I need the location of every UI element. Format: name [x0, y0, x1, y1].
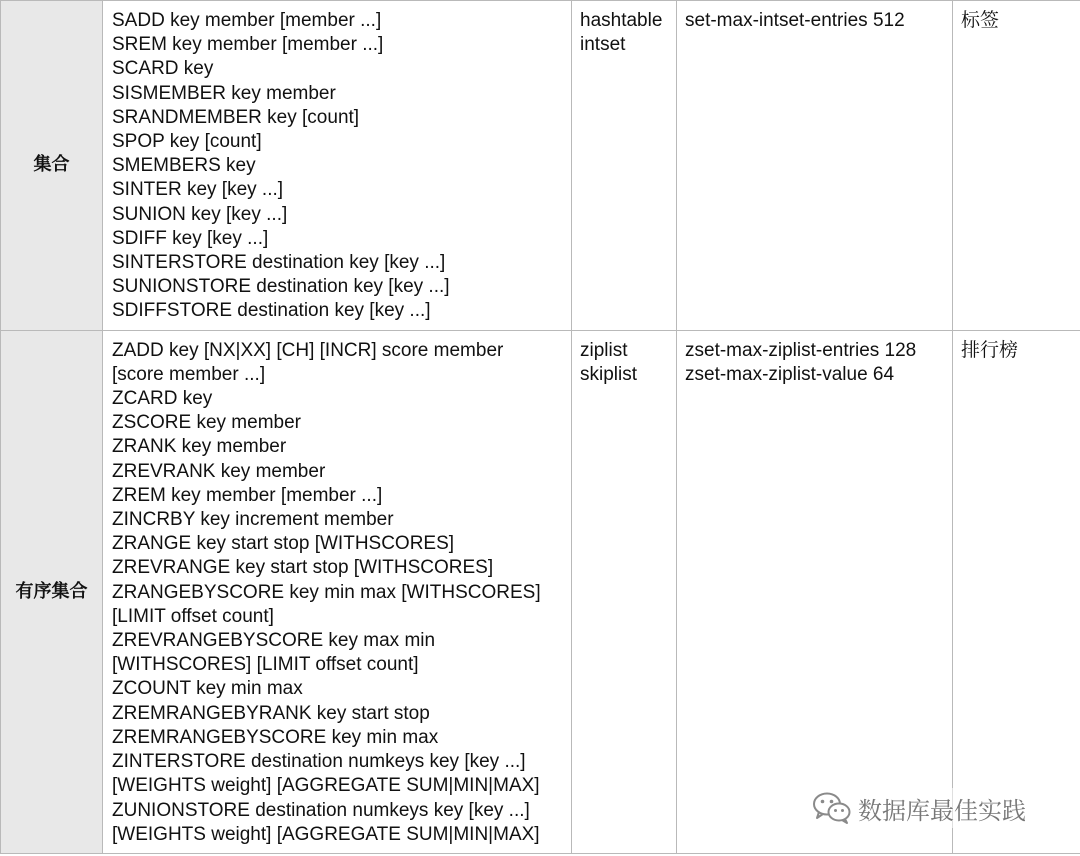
config-line: zset-max-ziplist-value 64 — [685, 363, 895, 385]
watermark — [808, 788, 1030, 828]
config-line: zset-max-ziplist-entries 128 — [685, 339, 917, 361]
command-line: ZSCORE key member — [112, 412, 301, 434]
command-line: [LIMIT offset count] — [112, 605, 274, 627]
command-line: ZREM key member [member ...] — [112, 484, 383, 506]
command-line: ZREVRANGEBYSCORE key max min — [112, 630, 436, 652]
encoding-cell — [572, 1, 677, 331]
command-line: [score member ...] — [112, 363, 266, 385]
type-cell — [1, 330, 103, 853]
command-line: SADD key member [member ...] — [112, 10, 382, 31]
commands-cell — [103, 1, 572, 331]
command-line: [WEIGHTS weight] [AGGREGATE SUM|MIN|MAX] — [112, 823, 540, 845]
command-line: SINTERSTORE destination key [key ...] — [112, 252, 446, 274]
table-row — [1, 1, 1080, 331]
config-cell — [677, 330, 953, 853]
command-line: ZRANGE key start stop [WITHSCORES] — [112, 533, 455, 555]
command-line: SCARD key — [112, 58, 214, 80]
encoding-line: intset — [580, 34, 626, 56]
command-line: SUNION key [key ...] — [112, 203, 288, 225]
encoding-line: hashtable — [580, 10, 663, 31]
command-line: ZRANGEBYSCORE key min max [WITHSCORES] — [112, 581, 541, 603]
command-line: SDIFFSTORE destination key [key ...] — [112, 300, 431, 322]
usage-cell — [953, 1, 1080, 331]
command-line: SDIFF key [key ...] — [112, 227, 269, 249]
command-line: ZREVRANGE key start stop [WITHSCORES] — [112, 557, 494, 579]
command-line: SINTER key [key ...] — [112, 179, 284, 201]
encoding-line: skiplist — [580, 363, 638, 385]
encoding-cell — [572, 330, 677, 853]
command-line: ZREVRANK key member — [112, 460, 326, 482]
usage-cell — [953, 330, 1080, 853]
command-line: SISMEMBER key member — [112, 82, 336, 104]
table-row — [1, 330, 1080, 853]
command-line: ZUNIONSTORE destination numkeys key [key ...] — [112, 799, 530, 821]
command-line: ZCARD key — [112, 388, 213, 410]
watermark-text: 数据库最佳实践 — [858, 796, 1026, 825]
commands-cell — [103, 330, 572, 853]
command-line: ZREMRANGEBYRANK key start stop — [112, 702, 430, 724]
command-line: SUNIONSTORE destination key [key ...] — [112, 276, 450, 298]
command-line: ZREMRANGEBYSCORE key min max — [112, 726, 439, 748]
command-line: ZCOUNT key min max — [112, 678, 303, 700]
command-line: SMEMBERS key — [112, 155, 256, 177]
command-line: ZINCRBY key increment member — [112, 509, 394, 531]
command-line: [WEIGHTS weight] [AGGREGATE SUM|MIN|MAX] — [112, 775, 540, 797]
command-line: SPOP key [count] — [112, 131, 262, 153]
command-line: SRANDMEMBER key [count] — [112, 106, 360, 128]
config-line: set-max-intset-entries 512 — [685, 10, 905, 31]
usage-label: 标签 — [961, 10, 1000, 31]
wechat-icon — [812, 791, 852, 825]
command-line: [WITHSCORES] [LIMIT offset count] — [112, 654, 419, 676]
config-cell — [677, 1, 953, 331]
encoding-line: ziplist — [580, 339, 628, 361]
command-line: ZINTERSTORE destination numkeys key [key ...] — [112, 751, 526, 773]
type-label: 集合 — [33, 154, 70, 176]
type-label: 有序集合 — [15, 580, 88, 602]
command-line: ZADD key [NX|XX] [CH] [INCR] score member — [112, 339, 504, 361]
command-line: ZRANK key member — [112, 436, 287, 458]
usage-label: 排行榜 — [961, 339, 1019, 361]
type-cell — [1, 1, 103, 331]
command-line: SREM key member [member ...] — [112, 34, 384, 56]
